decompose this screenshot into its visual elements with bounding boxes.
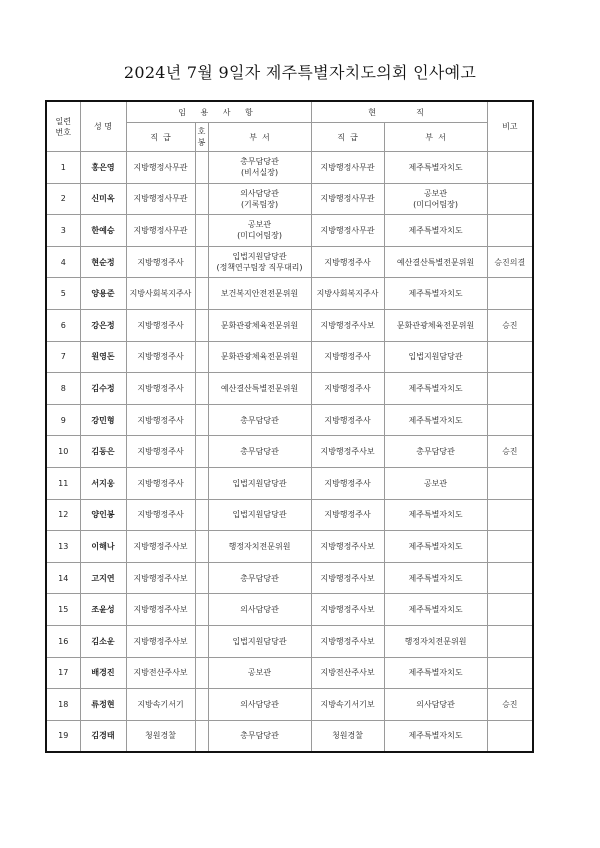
- row-number: 11: [46, 467, 80, 499]
- row-name: 고지연: [80, 562, 126, 594]
- row-note: [487, 499, 533, 531]
- row-dept: 총무담당관: [208, 562, 311, 594]
- row-cur-dept: 제주특별자치도: [384, 404, 487, 436]
- page-title: 2024년 7월 9일자 제주특별자치도의회 인사예고: [123, 63, 477, 82]
- row-note: [487, 404, 533, 436]
- row-number: 3: [46, 215, 80, 247]
- row-number: 12: [46, 499, 80, 531]
- row-number: 18: [46, 689, 80, 721]
- row-note: 승진: [487, 689, 533, 721]
- row-note: 승진의결: [487, 246, 533, 278]
- header-note: 비고: [487, 101, 533, 152]
- row-name: 양용준: [80, 278, 126, 310]
- row-hobong: [195, 278, 208, 310]
- row-note: [487, 531, 533, 563]
- row-name: 배경진: [80, 657, 126, 689]
- row-grade: 지방행정주사: [126, 499, 195, 531]
- row-number: 10: [46, 436, 80, 468]
- row-cur-grade: 지방행정주사: [311, 246, 384, 278]
- header-current: 현 직: [311, 101, 487, 123]
- row-hobong: [195, 309, 208, 341]
- table-row: [46, 246, 533, 278]
- row-note: [487, 720, 533, 752]
- row-name: 현순정: [80, 246, 126, 278]
- row-number: 7: [46, 341, 80, 373]
- row-name: 김수정: [80, 373, 126, 405]
- row-grade: 지방행정사무관: [126, 152, 195, 184]
- row-number: 13: [46, 531, 80, 563]
- row-dept: 공보관 (미디어팀장): [208, 215, 311, 247]
- row-cur-dept: 제주특별자치도: [384, 562, 487, 594]
- row-cur-dept: 제주특별자치도: [384, 499, 487, 531]
- row-dept: 문화관광체육전문위원: [208, 341, 311, 373]
- row-cur-grade: 지방행정주사보: [311, 594, 384, 626]
- row-grade: 지방행정주사: [126, 467, 195, 499]
- row-hobong: [195, 404, 208, 436]
- row-name: 김소운: [80, 625, 126, 657]
- row-cur-grade: 지방행정주사: [311, 404, 384, 436]
- row-cur-dept: 제주특별자치도: [384, 373, 487, 405]
- row-grade: 지방행정사무관: [126, 183, 195, 215]
- table-row: [46, 467, 533, 499]
- row-hobong: [195, 467, 208, 499]
- row-grade: 지방사회복지주사: [126, 278, 195, 310]
- row-dept: 의사담당관: [208, 689, 311, 721]
- row-hobong: [195, 499, 208, 531]
- row-hobong: [195, 562, 208, 594]
- row-number: 2: [46, 183, 80, 215]
- row-grade: 지방행정주사보: [126, 531, 195, 563]
- row-hobong: [195, 657, 208, 689]
- row-note: [487, 562, 533, 594]
- row-cur-grade: 지방행정사무관: [311, 183, 384, 215]
- table-row: [46, 689, 533, 721]
- row-name: 양인봉: [80, 499, 126, 531]
- table-row: [46, 278, 533, 310]
- row-dept: 의사담당관: [208, 594, 311, 626]
- row-name: 김동은: [80, 436, 126, 468]
- row-cur-dept: 제주특별자치도: [384, 531, 487, 563]
- row-number: 15: [46, 594, 80, 626]
- table-row: [46, 531, 533, 563]
- row-cur-grade: 지방행정주사보: [311, 309, 384, 341]
- row-cur-grade: 지방사회복지주사: [311, 278, 384, 310]
- row-note: [487, 467, 533, 499]
- header-appointment: 임 용 사 항: [126, 101, 311, 123]
- row-dept: 입법지원담당관: [208, 499, 311, 531]
- row-grade: 지방전산주사보: [126, 657, 195, 689]
- row-grade: 지방행정주사: [126, 404, 195, 436]
- row-cur-dept: 제주특별자치도: [384, 278, 487, 310]
- row-note: [487, 625, 533, 657]
- row-dept: 총무담당관: [208, 720, 311, 752]
- row-cur-dept: 제주특별자치도: [384, 215, 487, 247]
- table-row: [46, 436, 533, 468]
- row-hobong: [195, 183, 208, 215]
- table-row: [46, 625, 533, 657]
- row-cur-grade: 지방행정사무관: [311, 152, 384, 184]
- row-note: [487, 373, 533, 405]
- row-dept: 총무담당관: [208, 436, 311, 468]
- row-cur-grade: 지방행정사무관: [311, 215, 384, 247]
- row-cur-dept: 예산결산특별전문위원: [384, 246, 487, 278]
- row-cur-grade: 지방행정주사: [311, 341, 384, 373]
- row-cur-dept: 행정자치전문위원: [384, 625, 487, 657]
- row-note: [487, 278, 533, 310]
- row-grade: 지방행정주사보: [126, 594, 195, 626]
- row-name: 신미옥: [80, 183, 126, 215]
- row-note: [487, 341, 533, 373]
- row-name: 강민형: [80, 404, 126, 436]
- row-hobong: [195, 720, 208, 752]
- row-grade: 지방행정주사: [126, 373, 195, 405]
- header-name: 성 명: [80, 101, 126, 152]
- row-grade: 지방행정주사: [126, 436, 195, 468]
- personnel-table: [45, 100, 534, 753]
- row-cur-dept: 총무담당관: [384, 436, 487, 468]
- row-note: [487, 657, 533, 689]
- row-number: 9: [46, 404, 80, 436]
- row-dept: 문화관광체육전문위원: [208, 309, 311, 341]
- row-dept: 총무담당관: [208, 404, 311, 436]
- row-name: 류정현: [80, 689, 126, 721]
- table-row: [46, 499, 533, 531]
- row-note: [487, 152, 533, 184]
- row-number: 16: [46, 625, 80, 657]
- row-dept: 행정자치전문위원: [208, 531, 311, 563]
- row-cur-grade: 지방행정주사: [311, 467, 384, 499]
- row-dept: 입법지원담당관: [208, 625, 311, 657]
- table-row: [46, 152, 533, 184]
- row-cur-grade: 지방전산주사보: [311, 657, 384, 689]
- table-row: [46, 404, 533, 436]
- row-dept: 보건복지안전전문위원: [208, 278, 311, 310]
- row-name: 홍은영: [80, 152, 126, 184]
- row-number: 5: [46, 278, 80, 310]
- row-grade: 지방행정주사: [126, 341, 195, 373]
- row-name: 이해나: [80, 531, 126, 563]
- header-seq: 일련 번호: [46, 101, 80, 152]
- row-name: 조윤성: [80, 594, 126, 626]
- table-row: [46, 341, 533, 373]
- row-cur-dept: 제주특별자치도: [384, 720, 487, 752]
- row-name: 원영돈: [80, 341, 126, 373]
- row-grade: 지방행정주사보: [126, 625, 195, 657]
- header-cur-grade: 직 급: [311, 123, 384, 152]
- table-row: [46, 309, 533, 341]
- row-name: 김경태: [80, 720, 126, 752]
- row-grade: 지방행정주사: [126, 309, 195, 341]
- row-hobong: [195, 436, 208, 468]
- row-cur-grade: 지방행정주사: [311, 373, 384, 405]
- row-cur-dept: 의사담당관: [384, 689, 487, 721]
- row-note: [487, 215, 533, 247]
- row-hobong: [195, 215, 208, 247]
- row-hobong: [195, 246, 208, 278]
- row-cur-dept: 제주특별자치도: [384, 152, 487, 184]
- row-dept: 예산결산특별전문위원: [208, 373, 311, 405]
- row-cur-grade: 지방속기서기보: [311, 689, 384, 721]
- table-row: [46, 594, 533, 626]
- row-note: [487, 183, 533, 215]
- row-number: 17: [46, 657, 80, 689]
- table-row: [46, 183, 533, 215]
- row-cur-grade: 지방행정주사보: [311, 436, 384, 468]
- row-hobong: [195, 689, 208, 721]
- row-cur-grade: 청원경찰: [311, 720, 384, 752]
- header-cur-dept: 부 서: [384, 123, 487, 152]
- row-cur-dept: 공보관 (미디어팀장): [384, 183, 487, 215]
- row-cur-grade: 지방행정주사보: [311, 531, 384, 563]
- row-cur-dept: 입법지원담당관: [384, 341, 487, 373]
- row-number: 8: [46, 373, 80, 405]
- row-hobong: [195, 531, 208, 563]
- row-hobong: [195, 341, 208, 373]
- row-cur-grade: 지방행정주사보: [311, 625, 384, 657]
- row-number: 4: [46, 246, 80, 278]
- row-hobong: [195, 625, 208, 657]
- row-cur-dept: 제주특별자치도: [384, 657, 487, 689]
- row-note: 승진: [487, 309, 533, 341]
- row-grade: 지방속기서기: [126, 689, 195, 721]
- header-grade: 직 급: [126, 123, 195, 152]
- row-note: 승진: [487, 436, 533, 468]
- row-grade: 청원경찰: [126, 720, 195, 752]
- row-hobong: [195, 594, 208, 626]
- row-number: 1: [46, 152, 80, 184]
- row-cur-dept: 제주특별자치도: [384, 594, 487, 626]
- table-row: [46, 373, 533, 405]
- row-name: 한예승: [80, 215, 126, 247]
- row-dept: 의사담당관 (기록팀장): [208, 183, 311, 215]
- header-dept: 부 서: [208, 123, 311, 152]
- row-number: 6: [46, 309, 80, 341]
- row-grade: 지방행정사무관: [126, 215, 195, 247]
- row-dept: 입법지원담당관: [208, 467, 311, 499]
- row-cur-dept: 문화관광체육전문위원: [384, 309, 487, 341]
- row-dept: 입법지원담당관 (정책연구팀장 직무대리): [208, 246, 311, 278]
- row-name: 서지웅: [80, 467, 126, 499]
- row-hobong: [195, 373, 208, 405]
- row-grade: 지방행정주사: [126, 246, 195, 278]
- row-name: 강은정: [80, 309, 126, 341]
- row-note: [487, 594, 533, 626]
- row-number: 19: [46, 720, 80, 752]
- row-dept: 공보관: [208, 657, 311, 689]
- header-hobong: 호 봉: [195, 123, 208, 152]
- row-hobong: [195, 152, 208, 184]
- row-dept: 총무담당관 (비서실장): [208, 152, 311, 184]
- table-row: [46, 657, 533, 689]
- table-row: [46, 562, 533, 594]
- row-cur-dept: 공보관: [384, 467, 487, 499]
- row-number: 14: [46, 562, 80, 594]
- row-cur-grade: 지방행정주사: [311, 499, 384, 531]
- table-row: [46, 215, 533, 247]
- table-row: [46, 720, 533, 752]
- row-cur-grade: 지방행정주사보: [311, 562, 384, 594]
- row-grade: 지방행정주사보: [126, 562, 195, 594]
